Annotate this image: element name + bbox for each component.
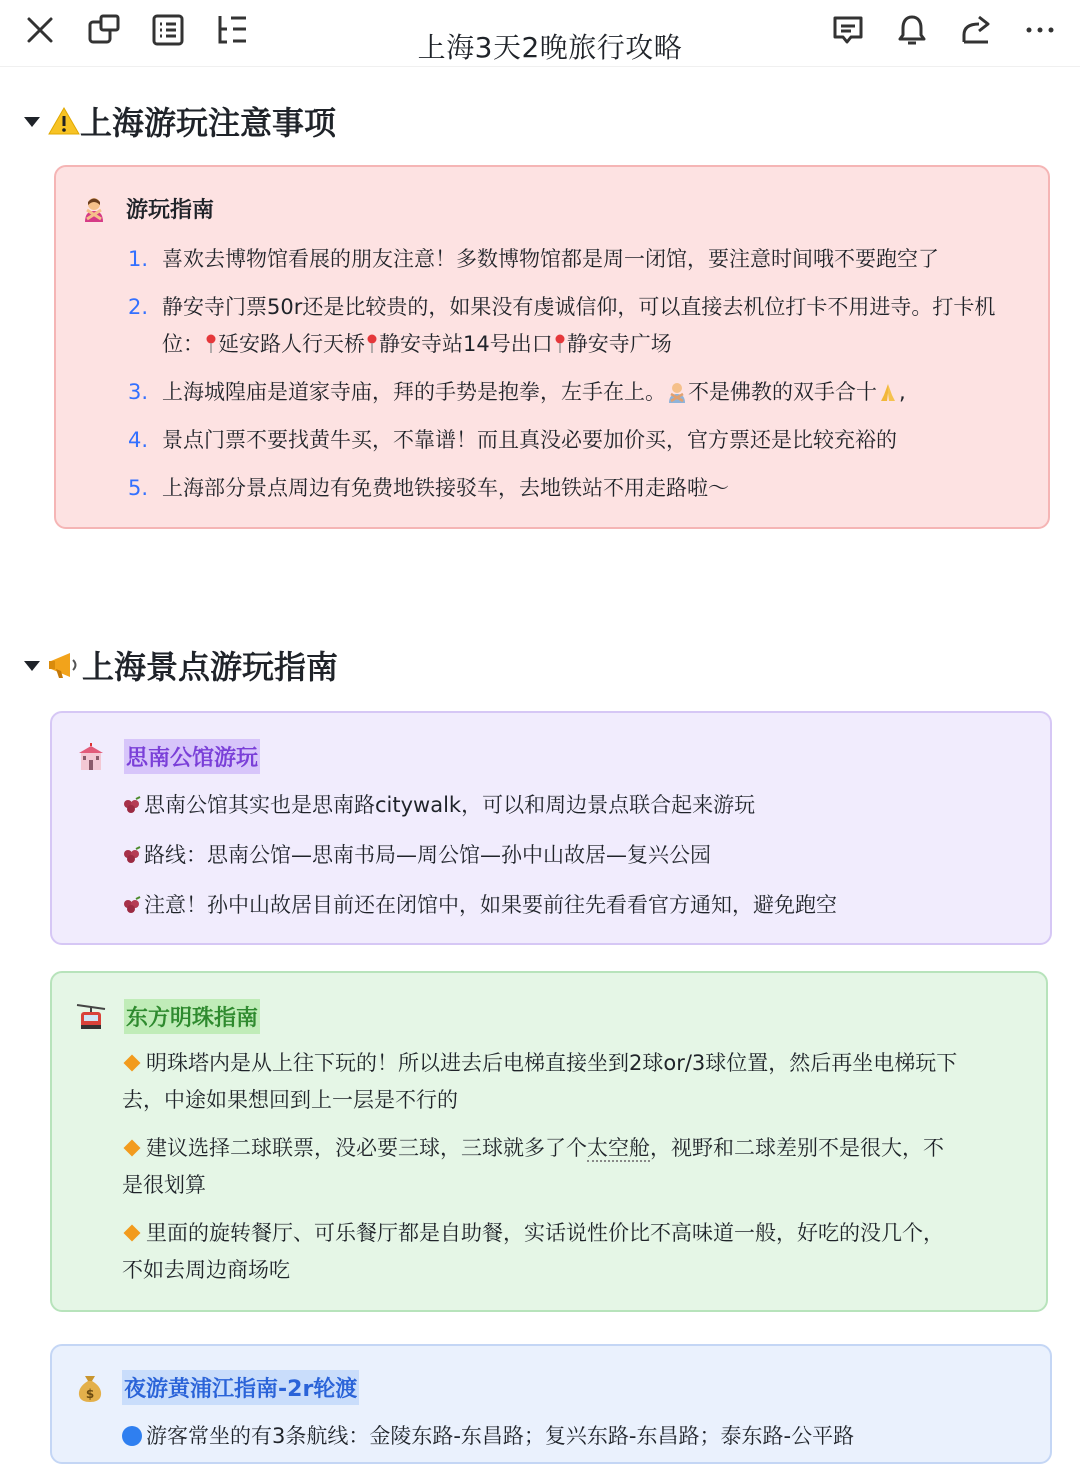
toolbar-divider [0,66,1080,67]
paragraph-text: 明珠塔内是从上往下玩的！所以进去后电梯直接坐到2球or/3球位置，然后再坐电梯玩下 [146,1051,958,1075]
callout-pearl [50,971,1048,1312]
list-number: 1. [128,247,149,271]
paragraph [122,1215,1022,1289]
space-capsule-term[interactable]: 太空舱 [587,1136,650,1160]
paragraph [122,1418,1022,1455]
list-text-c: , [899,380,906,404]
paragraph-text: 路线：思南公馆—思南书局—周公馆—孙中山故居—复兴公园 [144,843,711,867]
paragraph-text: 游客常坐的有3条航线：金陵东路-东昌路；复兴东路-东昌路；泰东路-公平路 [146,1424,855,1448]
top-toolbar [0,0,1080,70]
callout-title: 东方明珠指南 [124,999,260,1034]
paragraph-text-cont: 是很划算 [122,1173,206,1197]
list-item [128,289,1018,363]
section-heading-guide[interactable] [24,640,338,690]
list-number: 3. [128,380,149,404]
callout-tips [54,165,1050,529]
bell-icon[interactable] [894,12,930,48]
list-number: 4. [128,428,149,452]
list-item [128,374,1018,411]
warning-icon [48,106,80,136]
comment-icon[interactable] [830,12,866,48]
paragraph [122,787,1022,824]
grape-icon [122,846,142,864]
diamond-icon [124,1140,141,1157]
section-heading-notes[interactable] [24,96,336,146]
diamond-icon [124,1055,141,1072]
list-text: 喜欢去博物馆看展的朋友注意！多数博物馆都是周一闭馆，要注意时间哦不要跑空了 [162,247,939,271]
photo-spot-3: 静安寺广场 [566,332,672,356]
pin-icon [555,334,565,354]
page-title: 上海3天2晚旅行攻略 [417,31,683,64]
diamond-icon [124,1225,141,1242]
list-item [128,422,1018,459]
blue-circle-icon [122,1426,142,1446]
person-no-icon [666,381,688,403]
grape-icon [122,796,142,814]
callout-sinan [50,711,1052,945]
list-item [128,470,1018,507]
pin-icon [367,334,377,354]
tips-list [128,241,1018,518]
share-icon[interactable] [958,12,994,48]
section-title: 上海游玩注意事项 [80,104,337,142]
paragraph-text-cont: 去，中途如果想回到上一层是不行的 [122,1088,458,1112]
paragraph [122,1130,1022,1204]
list-text: 景点门票不要找黄牛买，不靠谱！而且真没必要加价买，官方票还是比较充裕的 [162,428,897,452]
grape-icon [122,896,142,914]
photo-spot-1: 延安路人行天桥 [218,332,365,356]
list-number: 5. [128,476,149,500]
sinan-paragraphs [122,787,1022,924]
cable-car-icon [76,1002,106,1032]
money-bag-icon [76,1373,104,1403]
paragraph [122,1045,1022,1119]
building-icon [76,743,106,771]
huangpu-paragraphs [122,1418,1022,1455]
paragraph-text-b: ，视野和二球差别不是很大，不 [650,1136,944,1160]
paragraph-text: 思南公馆其实也是思南路citywalk，可以和周边景点联合起来游玩 [144,793,756,817]
callout-header [80,193,214,224]
paragraph-text: 注意！孙中山故居目前还在闭馆中，如果要前往先看看官方通知，避免跑空 [144,893,837,917]
pearl-paragraphs [122,1045,1022,1289]
list-text-line2: 卡机位： [162,295,996,356]
paragraph-text-cont: 不如去周边商场吃 [122,1258,290,1282]
list-text: 静安寺门票50r还是比较贵的，如果没有虔诚信仰，可以直接去机位打卡不用进寺。打 [162,295,954,319]
pin-icon [206,334,216,354]
svg-text:$: $ [85,1386,95,1401]
paragraph [122,837,1022,874]
list-text-b: 不是佛教的双手合十 [688,380,877,404]
more-icon[interactable] [1022,12,1058,48]
section-title: 上海景点游玩指南 [82,648,339,686]
person-gesture-icon [80,195,108,223]
list-text: 上海城隍庙是道家寺庙，拜的手势是抱拳，左手在上。 [162,380,666,404]
list-text: 上海部分景点周边有免费地铁接驳车，去地铁站不用走路啦～ [162,476,729,500]
praying-hands-icon [877,381,899,403]
callout-header [76,999,260,1034]
callout-title: 夜游黄浦江指南-2r轮渡 [122,1370,359,1405]
paragraph-text: 里面的旋转餐厅、可乐餐厅都是自助餐，实话说性价比不高味道一般，好吃的没几个， [146,1221,944,1245]
callout-header [76,739,260,774]
paragraph-text: 建议选择二球联票，没必要三球，三球就多了个 [146,1136,587,1160]
callout-title: 游玩指南 [126,198,215,223]
photo-spot-2: 静安寺站14号出口 [379,332,553,356]
callout-header [76,1370,359,1405]
callout-huangpu [50,1344,1052,1464]
list-item [128,241,1018,278]
collapse-caret-icon[interactable] [24,117,40,127]
list-number: 2. [128,295,149,319]
megaphone-icon [48,650,82,680]
collapse-caret-icon[interactable] [24,661,40,671]
paragraph [122,887,1022,924]
callout-title: 思南公馆游玩 [124,739,260,774]
